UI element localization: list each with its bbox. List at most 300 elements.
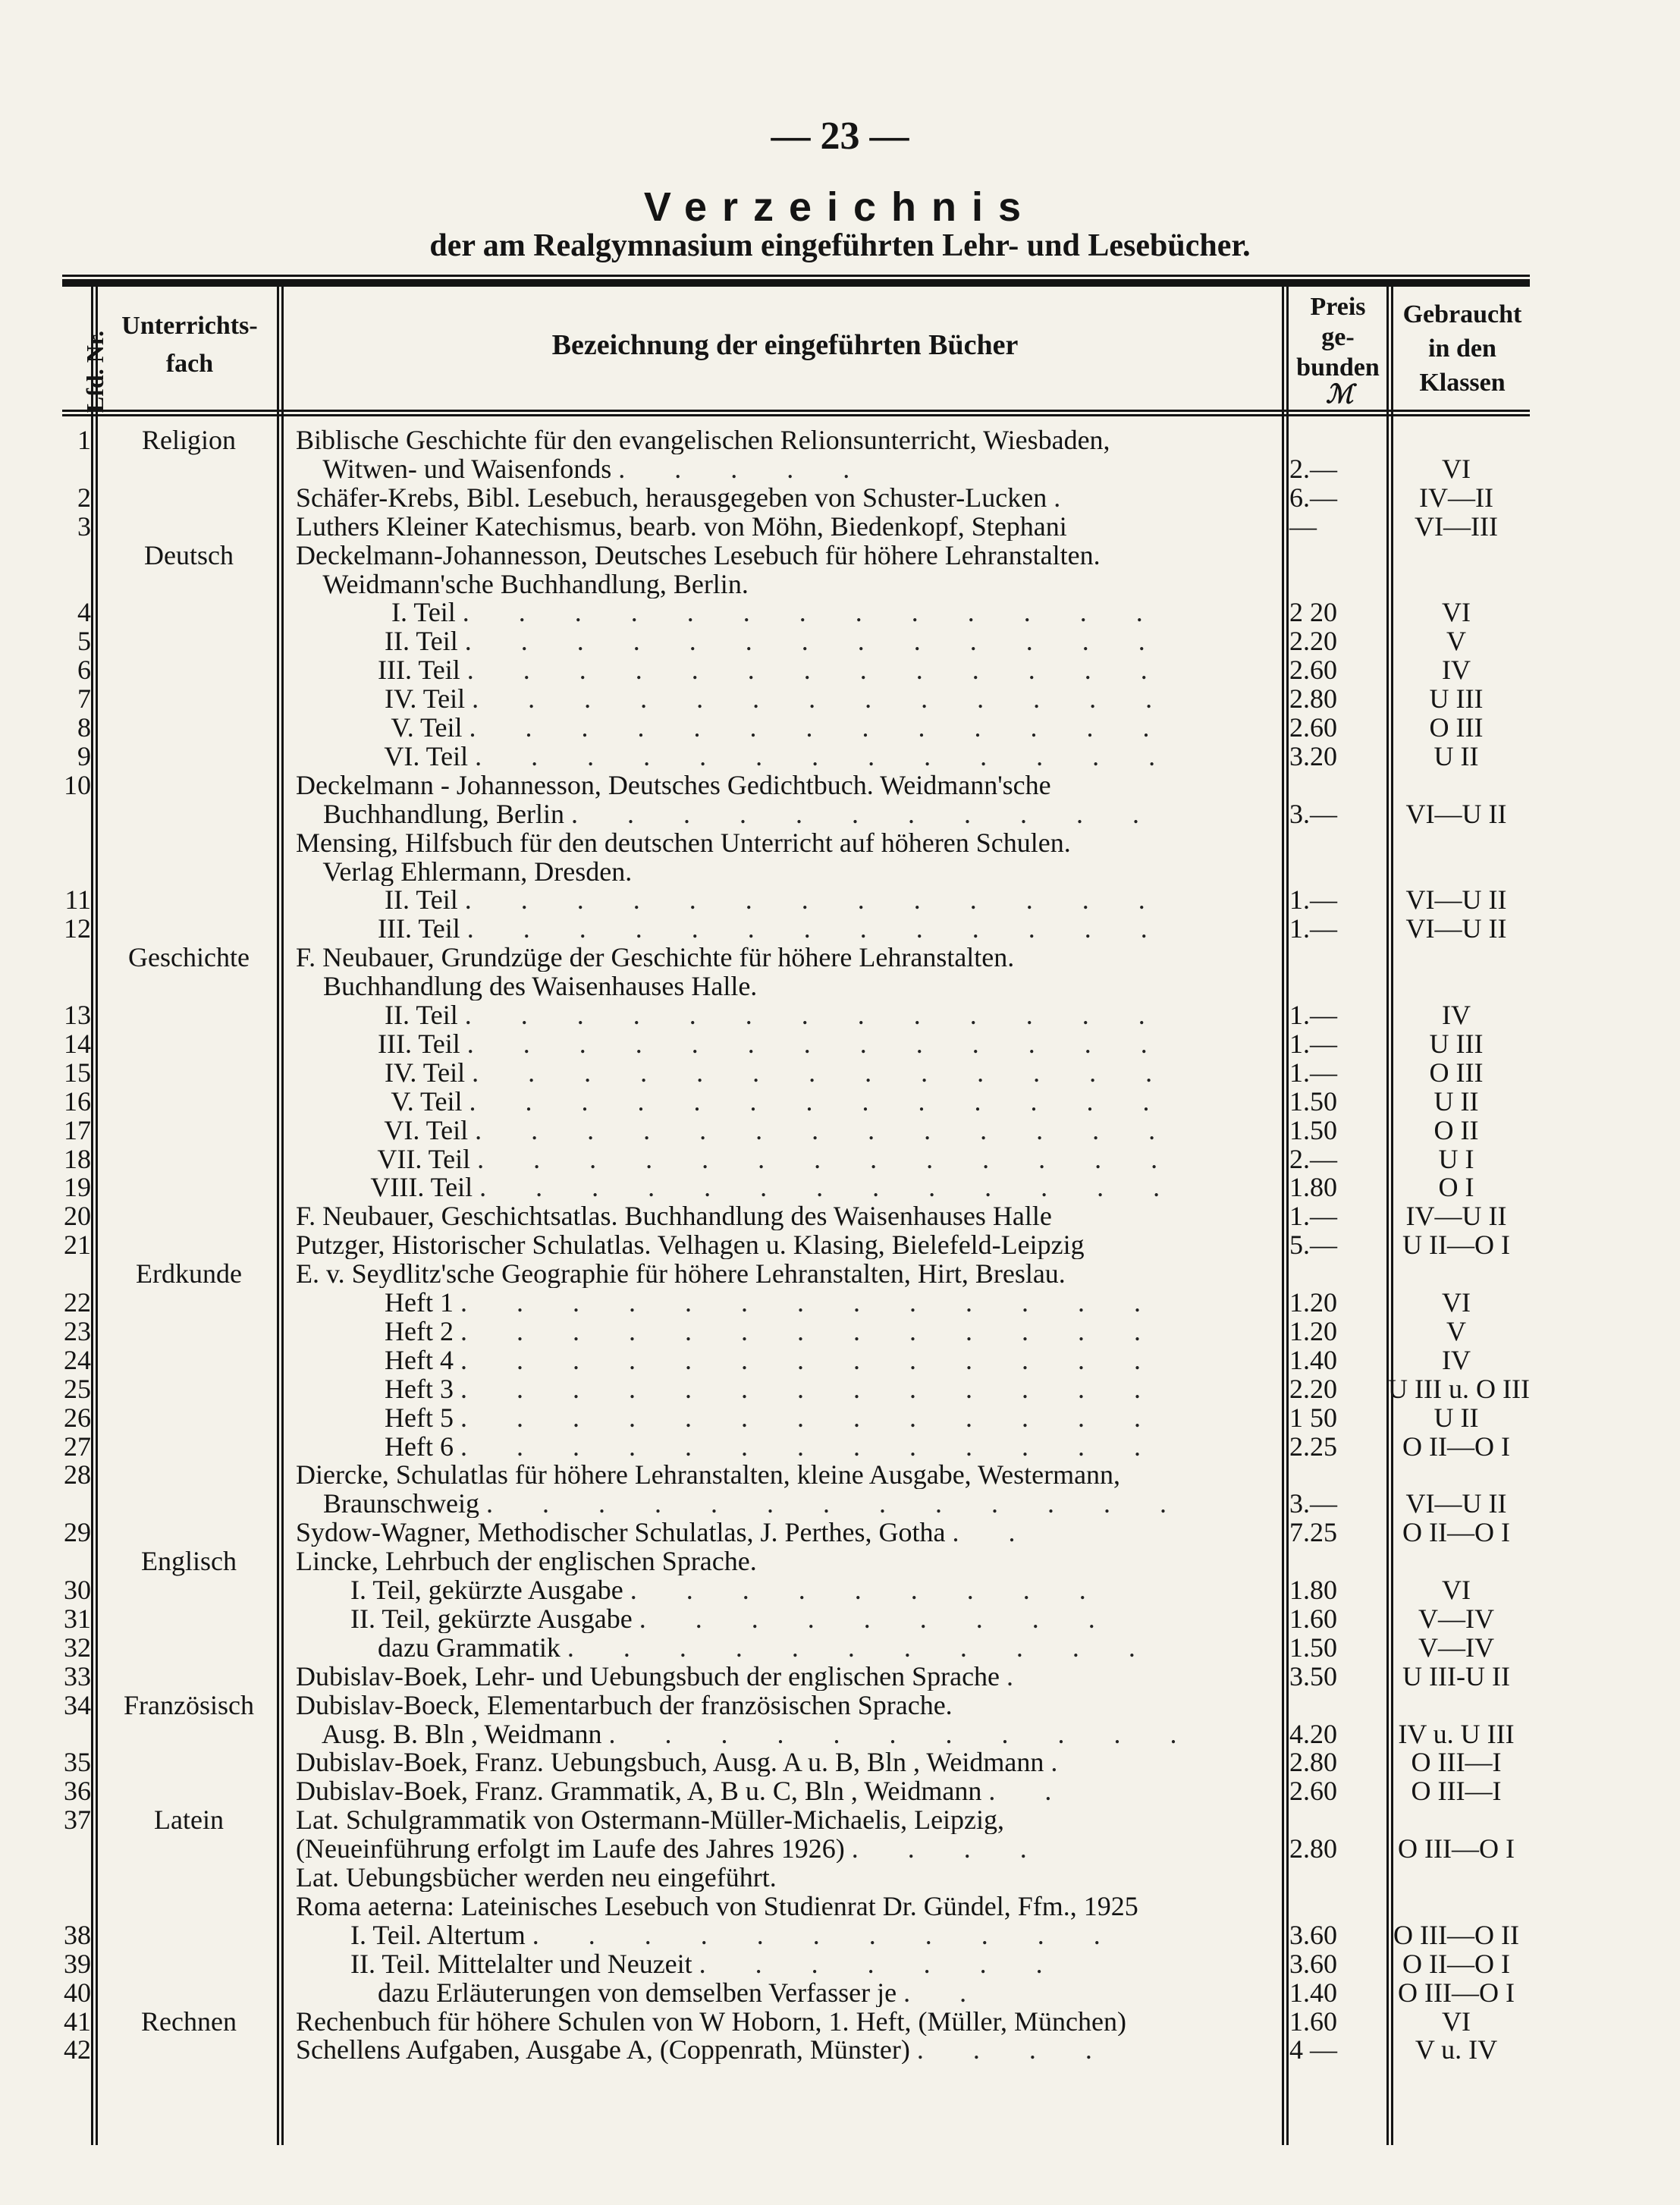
subject-cell: Rechnen — [141, 2006, 237, 2037]
book-title-text: II. Teil. Mittelalter und Neuzeit — [296, 1949, 692, 1978]
subject-cell: Religion — [142, 425, 236, 455]
book-title-cell — [296, 1202, 1274, 1230]
book-title-text: I. Teil. Altertum — [296, 1921, 526, 1949]
table-row — [0, 1490, 1680, 1518]
table-row — [0, 1289, 1680, 1317]
price-cell: 1.— — [1289, 1201, 1337, 1232]
classes-cell: VI — [1442, 1575, 1471, 1605]
classes-cell: U II — [1433, 740, 1479, 771]
table-row — [0, 1519, 1680, 1547]
book-title-cell — [296, 714, 1274, 742]
book-title-cell — [296, 1892, 1274, 1921]
table-row — [0, 1892, 1680, 1921]
leader-dots: . . . . . . . . . . . . . — [460, 1289, 1162, 1317]
table-row — [0, 2036, 1680, 2064]
classes-cell: O III — [1429, 1057, 1484, 1088]
book-title-cell — [296, 656, 1274, 684]
book-title-cell — [296, 1950, 1274, 1978]
table-row — [0, 1085, 1680, 1117]
book-title-text: Lincke, Lehrbuch der englischen Sprache. — [296, 1547, 757, 1576]
classes-cell: U III — [1429, 1028, 1484, 1059]
table-row — [0, 455, 1680, 483]
table-row — [0, 656, 1680, 684]
book-title-cell — [296, 1145, 1274, 1173]
classes-cell: O III—O I — [1398, 1977, 1515, 2008]
table-row — [0, 771, 1680, 799]
book-title-cell — [296, 1691, 1274, 1720]
row-number: 34 — [64, 1689, 91, 1720]
price-cell: 1.— — [1289, 1057, 1337, 1088]
table-row — [0, 2008, 1680, 2036]
leader-dots: . . . . . . . . . . . . . — [466, 915, 1169, 944]
leader-dots: . . . . . . . . . . . . . — [460, 1432, 1162, 1461]
subject-cell: Geschichte — [128, 942, 250, 973]
book-title-text: II. Teil — [296, 627, 458, 656]
subject-cell: Deutsch — [144, 539, 234, 570]
book-title-cell — [296, 1748, 1274, 1776]
classes-cell: V — [1446, 1315, 1466, 1346]
book-title-text: Heft 4 — [296, 1346, 454, 1374]
header-nr: Lfd. Nr. — [81, 330, 108, 413]
book-title-text: Buchhandlung, Berlin — [296, 799, 564, 828]
row-number: 23 — [64, 1315, 91, 1346]
leader-dots: . — [1054, 483, 1082, 512]
book-title-text: VI. Teil — [296, 742, 469, 771]
book-title-text: Rechenbuch für höhere Schulen von W Hoborn, 1. Heft, (Müller, München) — [296, 2007, 1126, 2036]
row-number: 3 — [77, 510, 91, 542]
header-subject-line2: fach — [165, 350, 214, 378]
leader-dots: . . . . . . . . . . . . . — [464, 627, 1167, 656]
row-number: 5 — [77, 626, 91, 657]
book-title-text: Braunschweig — [296, 1490, 479, 1519]
leader-dots: . . . . . . . . . . . . . — [469, 714, 1171, 742]
price-cell: 1.— — [1289, 1000, 1337, 1030]
header-books: Bezeichnung der eingeführten Bücher — [551, 329, 1019, 361]
header-subject-line1: Unterrichts- — [121, 312, 258, 340]
price-cell: 1.60 — [1289, 1603, 1337, 1634]
book-title-cell — [296, 1605, 1274, 1633]
row-number: 38 — [64, 1919, 91, 1950]
book-title-cell — [296, 1173, 1274, 1201]
row-number: 19 — [64, 1172, 91, 1203]
price-cell: 1.— — [1289, 1028, 1337, 1059]
price-cell: 2.— — [1289, 1143, 1337, 1174]
book-title-text: Mensing, Hilfsbuch für den deutschen Unterricht auf höheren Schulen. — [296, 828, 1071, 857]
book-title-text: V. Teil — [296, 714, 463, 742]
price-cell: 1.80 — [1289, 1575, 1337, 1605]
book-title-text: IV. Teil — [296, 685, 466, 714]
book-title-text: III. Teil — [296, 1029, 460, 1058]
classes-cell: O II—O I — [1402, 1948, 1510, 1979]
row-number: 14 — [64, 1028, 91, 1059]
book-title-text: Buchhandlung des Waisenhauses Halle. — [296, 972, 758, 1001]
table-row — [0, 972, 1680, 1000]
table-row — [0, 1173, 1680, 1201]
book-title-text: Dubislav-Boek, Franz. Uebungsbuch, Ausg. A u. B, Bln , Weidmann — [296, 1748, 1044, 1777]
row-number: 40 — [64, 1977, 91, 2008]
book-title-cell — [296, 455, 1274, 483]
table-row — [0, 800, 1680, 828]
book-title-cell — [296, 1231, 1274, 1259]
book-title-text: VIII. Teil — [296, 1173, 473, 1202]
row-number: 16 — [64, 1085, 91, 1117]
book-title-cell — [296, 1519, 1274, 1547]
book-title-text: dazu Erläuterungen von demselben Verfasser je — [296, 1978, 897, 2007]
classes-cell: U II—O I — [1402, 1230, 1510, 1261]
price-cell: 3.60 — [1289, 1919, 1337, 1950]
table-row — [0, 1114, 1680, 1145]
book-title-cell — [296, 771, 1274, 799]
table-row — [0, 740, 1680, 771]
classes-cell: VI — [1442, 1287, 1471, 1318]
book-title-text: Weidmann'sche Buchhandlung, Berlin. — [296, 570, 749, 598]
document-title: Verzeichnis — [643, 184, 1037, 230]
row-number: 36 — [64, 1776, 91, 1807]
price-cell: 1.— — [1289, 884, 1337, 916]
price-cell: 2 20 — [1289, 597, 1337, 628]
row-number: 30 — [64, 1575, 91, 1605]
table-row — [0, 570, 1680, 598]
book-title-text: Ausg. B. Bln , Weidmann — [296, 1720, 602, 1748]
classes-cell: V — [1446, 626, 1466, 657]
leader-dots: . . . . . . . . . . . . . — [466, 1029, 1169, 1058]
header-classes-line1: Gebraucht — [1402, 300, 1522, 328]
classes-cell: U I — [1438, 1143, 1474, 1174]
price-cell: 2.80 — [1289, 683, 1337, 715]
book-title-cell — [296, 1059, 1274, 1087]
book-title-cell — [296, 513, 1274, 541]
leader-dots: . . . . . . . . . . . — [608, 1720, 1198, 1748]
book-title-cell — [296, 1806, 1274, 1834]
row-number: 13 — [64, 1000, 91, 1030]
table-row — [0, 1260, 1680, 1288]
leader-dots: . . . . . . . . . — [639, 1604, 1116, 1633]
leader-dots: . . — [952, 1519, 1037, 1547]
book-title-cell — [296, 570, 1274, 598]
price-cell: — — [1289, 510, 1317, 542]
book-title-cell — [296, 1433, 1274, 1461]
table-row — [0, 685, 1680, 713]
classes-cell: VI—U II — [1405, 1488, 1507, 1519]
book-title-cell — [296, 1001, 1274, 1029]
book-title-text: Roma aeterna: Lateinisches Lesebuch von Studienrat Dr. Gündel, Ffm., 1925 — [296, 1892, 1138, 1921]
price-cell: 5.— — [1289, 1230, 1337, 1261]
table-row — [0, 627, 1680, 655]
book-title-text: II. Teil — [296, 886, 458, 915]
book-title-cell — [296, 1864, 1274, 1892]
book-title-cell — [296, 829, 1274, 857]
classes-cell: O II—O I — [1402, 1431, 1510, 1462]
header-price-line1: Preis — [1310, 293, 1366, 321]
table-row — [0, 1202, 1680, 1230]
table-row — [0, 484, 1680, 512]
table-row — [0, 1605, 1680, 1633]
classes-cell: IV u. U III — [1398, 1718, 1515, 1749]
table-row — [0, 858, 1680, 886]
book-title-text: Sydow-Wagner, Methodischer Schulatlas, J. Perthes, Gotha — [296, 1519, 946, 1547]
table-row — [0, 714, 1680, 742]
book-title-cell — [296, 1346, 1274, 1374]
row-number: 12 — [64, 913, 91, 944]
book-title-text: dazu Grammatik — [296, 1633, 561, 1662]
row-number: 35 — [64, 1747, 91, 1778]
row-number: 7 — [77, 683, 91, 715]
leader-dots: . . . . . . . . . . . . . — [466, 656, 1169, 685]
classes-cell: U III u. O III — [1388, 1373, 1530, 1404]
table-row — [0, 1864, 1680, 1892]
row-number: 9 — [77, 740, 91, 771]
book-title-text: E. v. Seydlitz'sche Geographie für höhere Lehranstalten, Hirt, Breslau. — [296, 1260, 1066, 1289]
classes-cell: O II — [1433, 1114, 1479, 1145]
price-cell: 1.20 — [1289, 1315, 1337, 1346]
book-title-cell — [296, 743, 1274, 771]
price-cell: 1.40 — [1289, 1977, 1337, 2008]
book-title-cell — [296, 1260, 1274, 1288]
classes-cell: O III — [1429, 712, 1484, 743]
price-cell: 1.— — [1289, 913, 1337, 944]
book-title-text: VII. Teil — [296, 1145, 471, 1173]
row-number: 25 — [64, 1373, 91, 1404]
book-title-text: I. Teil — [296, 598, 456, 627]
header-rule-thick — [62, 279, 1530, 287]
book-title-cell — [296, 1117, 1274, 1145]
leader-dots: . . . . — [851, 1835, 1048, 1864]
leader-dots: . . . . — [916, 2036, 1113, 2065]
book-title-cell — [296, 2008, 1274, 2036]
price-cell: 1.20 — [1289, 1287, 1337, 1318]
book-title-text: III. Teil — [296, 915, 460, 944]
leader-dots: . . . . . . . . . . . . . — [464, 1001, 1167, 1029]
price-cell: 2.60 — [1289, 655, 1337, 686]
row-number: 6 — [77, 655, 91, 686]
leader-dots: . . . . . . . . . . . . . — [472, 685, 1174, 714]
row-number: 20 — [64, 1201, 91, 1232]
price-cell: 2.60 — [1289, 712, 1337, 743]
leader-dots: . . . . . . . . . . . . . — [469, 1087, 1171, 1116]
row-number: 10 — [64, 769, 91, 800]
book-title-cell — [296, 1490, 1274, 1518]
book-title-cell — [296, 1030, 1274, 1058]
classes-cell: U II — [1433, 1402, 1479, 1433]
table-row — [0, 510, 1680, 542]
table-row — [0, 426, 1680, 454]
leader-dots: . — [1006, 1662, 1035, 1691]
table-row — [0, 1634, 1680, 1662]
leader-dots: . . . . . . . — [699, 1949, 1064, 1978]
leader-dots: . . — [988, 1777, 1073, 1806]
book-title-text: Deckelmann - Johannesson, Deutsches Gedichtbuch. Weidmann'sche — [296, 771, 1051, 799]
classes-cell: VI—U II — [1405, 884, 1507, 916]
leader-dots: . . . . . . . . . . . . . — [472, 1058, 1174, 1087]
leader-dots: . — [1050, 1748, 1079, 1777]
book-title-cell — [296, 1289, 1274, 1317]
table-row — [0, 829, 1680, 857]
book-title-text: Biblische Geschichte für den evangelischen Relionsunterricht, Wiesbaden, — [296, 426, 1110, 454]
table-row — [0, 1720, 1680, 1748]
table-row — [0, 1145, 1680, 1173]
book-title-cell — [296, 944, 1274, 972]
price-cell: 2.80 — [1289, 1747, 1337, 1778]
header-classes-line2: in den — [1428, 335, 1496, 363]
table-row — [0, 539, 1680, 570]
leader-dots: . . . . . . . . . . . . . — [460, 1403, 1162, 1432]
table-row — [0, 1660, 1680, 1691]
book-title-cell — [296, 1375, 1274, 1403]
page-number: — 23 — — [771, 115, 909, 158]
book-title-cell — [296, 1318, 1274, 1346]
book-title-text: Heft 5 — [296, 1403, 454, 1432]
book-title-text: V. Teil — [296, 1087, 463, 1116]
price-cell: 3.— — [1289, 798, 1337, 829]
classes-cell: VI—U II — [1405, 913, 1507, 944]
subject-cell: Erdkunde — [136, 1258, 242, 1289]
classes-cell: IV—U II — [1405, 1201, 1507, 1232]
leader-dots: . . . . . . . . . . . . . — [460, 1346, 1162, 1374]
table-row — [0, 1576, 1680, 1604]
classes-cell: IV — [1442, 1000, 1471, 1030]
book-title-cell — [296, 1547, 1274, 1575]
leader-dots: . . . . . . . . . . . . . — [479, 1173, 1182, 1202]
classes-cell: U III-U II — [1402, 1660, 1510, 1691]
book-title-cell — [296, 1777, 1274, 1805]
price-cell: 3.60 — [1289, 1948, 1337, 1979]
book-title-cell — [296, 1461, 1274, 1489]
price-cell: 1 50 — [1289, 1402, 1337, 1433]
book-title-text: Diercke, Schulatlas für höhere Lehranstalten, kleine Ausgabe, Westermann, — [296, 1461, 1121, 1490]
header-rule-top — [62, 275, 1530, 277]
leader-dots: . . . . . . . . . . . . . — [475, 1116, 1177, 1145]
book-title-text: II. Teil — [296, 1001, 458, 1029]
document-subtitle: der am Realgymnasium eingeführten Lehr- und Lesebücher. — [429, 228, 1251, 263]
book-title-cell — [296, 627, 1274, 655]
book-title-text: (Neueinführung erfolgt im Laufe des Jahres 1926) — [296, 1835, 845, 1864]
classes-cell: V u. IV — [1415, 2034, 1498, 2065]
book-title-text: Heft 1 — [296, 1289, 454, 1317]
book-title-text: Lat. Uebungsbücher werden neu eingeführt. — [296, 1864, 777, 1892]
price-cell: 2.— — [1289, 453, 1337, 484]
table-row — [0, 1979, 1680, 2007]
price-cell: 4 — — [1289, 2034, 1337, 2065]
book-title-text: Dubislav-Boek, Lehr- und Uebungsbuch der englischen Sprache — [296, 1662, 1000, 1691]
row-number: 17 — [64, 1114, 91, 1145]
table-row — [0, 1835, 1680, 1863]
book-title-text: II. Teil, gekürzte Ausgabe — [296, 1604, 633, 1633]
row-number: 8 — [77, 712, 91, 743]
book-title-cell — [296, 972, 1274, 1000]
classes-cell: IV — [1442, 1344, 1471, 1375]
table-row — [0, 915, 1680, 943]
header-price-line2: ge- — [1321, 323, 1355, 351]
classes-cell: O II—O I — [1402, 1517, 1510, 1548]
table-row — [0, 1315, 1680, 1346]
leader-dots: . . . . . . . . . . . . . — [460, 1317, 1162, 1346]
table-row — [0, 1950, 1680, 1978]
leader-dots: . . . . . . . . . — [630, 1576, 1107, 1604]
classes-cell: O III—I — [1411, 1776, 1502, 1807]
price-cell: 7.25 — [1289, 1517, 1337, 1548]
classes-cell: IV—II — [1419, 482, 1493, 513]
book-title-cell — [296, 1404, 1274, 1432]
classes-cell: VI — [1442, 453, 1471, 484]
row-number: 28 — [64, 1459, 91, 1490]
book-title-text: Witwen- und Waisenfonds — [296, 454, 612, 483]
table-row — [0, 1231, 1680, 1259]
book-title-text: III. Teil — [296, 656, 460, 685]
row-number: 15 — [64, 1057, 91, 1088]
table-row — [0, 1001, 1680, 1029]
price-cell: 6.— — [1289, 482, 1337, 513]
book-title-text: I. Teil, gekürzte Ausgabe — [296, 1576, 623, 1604]
book-title-cell — [296, 484, 1274, 512]
row-number: 24 — [64, 1344, 91, 1375]
book-title-text: Putzger, Historischer Schulatlas. Velhagen u. Klasing, Bielefeld-Leipzig — [296, 1231, 1085, 1260]
leader-dots: . . . . . . . . . . . . . — [464, 886, 1167, 915]
table-row — [0, 1433, 1680, 1461]
price-cell: 3.50 — [1289, 1660, 1337, 1691]
subject-cell: Französisch — [124, 1689, 254, 1720]
book-title-cell — [296, 800, 1274, 828]
classes-cell: O I — [1438, 1172, 1474, 1203]
table-row — [0, 598, 1680, 627]
book-title-text: Verlag Ehlermann, Dresden. — [296, 857, 633, 886]
row-number: 4 — [77, 597, 91, 628]
subject-cell: Englisch — [141, 1546, 237, 1577]
leader-dots: . . . . . . . . . . . — [567, 1633, 1157, 1662]
price-cell: 4.20 — [1289, 1718, 1337, 1749]
table-row — [0, 1777, 1680, 1805]
row-number: 22 — [64, 1287, 91, 1318]
book-title-cell — [296, 1663, 1274, 1691]
book-title-text: Schäfer-Krebs, Bibl. Lesebuch, herausgegeben von Schuster-Lucken — [296, 483, 1047, 512]
book-title-text: F. Neubauer, Grundzüge der Geschichte für höhere Lehranstalten. — [296, 944, 1015, 972]
classes-cell: VI — [1442, 2006, 1471, 2037]
book-title-cell — [296, 685, 1274, 713]
book-title-text: Heft 3 — [296, 1374, 454, 1403]
leader-dots: . . . . . . . . . . . — [570, 799, 1160, 828]
price-cell: 3.— — [1289, 1488, 1337, 1519]
book-title-text: Dubislav-Boek, Franz. Grammatik, A, B u. C, Bln , Weidmann — [296, 1777, 982, 1806]
price-cell: 1.50 — [1289, 1114, 1337, 1145]
book-title-text: Luthers Kleiner Katechismus, bearb. von Möhn, Biedenkopf, Stephani — [296, 512, 1067, 541]
book-title-cell — [296, 542, 1274, 570]
classes-cell: O III—I — [1411, 1747, 1502, 1778]
price-cell: 2.20 — [1289, 1373, 1337, 1404]
book-title-cell — [296, 886, 1274, 914]
leader-dots: . . — [903, 1978, 988, 2007]
row-number: 31 — [64, 1603, 91, 1634]
row-number: 37 — [64, 1805, 91, 1836]
book-title-text: Schellens Aufgaben, Ausgabe A, (Coppenrath, Münster) — [296, 2036, 910, 2065]
book-title-text: IV. Teil — [296, 1058, 466, 1087]
price-cell: 1.40 — [1289, 1344, 1337, 1375]
book-title-text: Deckelmann-Johannesson, Deutsches Lesebuch für höhere Lehranstalten. — [296, 541, 1101, 570]
row-number: 1 — [77, 425, 91, 455]
header-price-line3: bunden — [1296, 353, 1380, 382]
table-row — [0, 1748, 1680, 1776]
price-cell: 2.80 — [1289, 1833, 1337, 1864]
classes-cell: VI—U II — [1405, 798, 1507, 829]
table-row — [0, 1921, 1680, 1949]
classes-cell: V—IV — [1418, 1603, 1494, 1634]
subject-cell: Latein — [154, 1805, 224, 1836]
leader-dots: . . . . . . . . . . . . . — [462, 598, 1164, 627]
leader-dots: . . . . . . . . . . . . . — [477, 1145, 1179, 1173]
mark-currency-symbol: ℳ — [1326, 381, 1354, 409]
book-title-cell — [296, 1634, 1274, 1662]
leader-dots: . . . . . . . . . . . . . — [475, 742, 1177, 771]
row-number: 42 — [64, 2034, 91, 2065]
row-number: 33 — [64, 1660, 91, 1691]
